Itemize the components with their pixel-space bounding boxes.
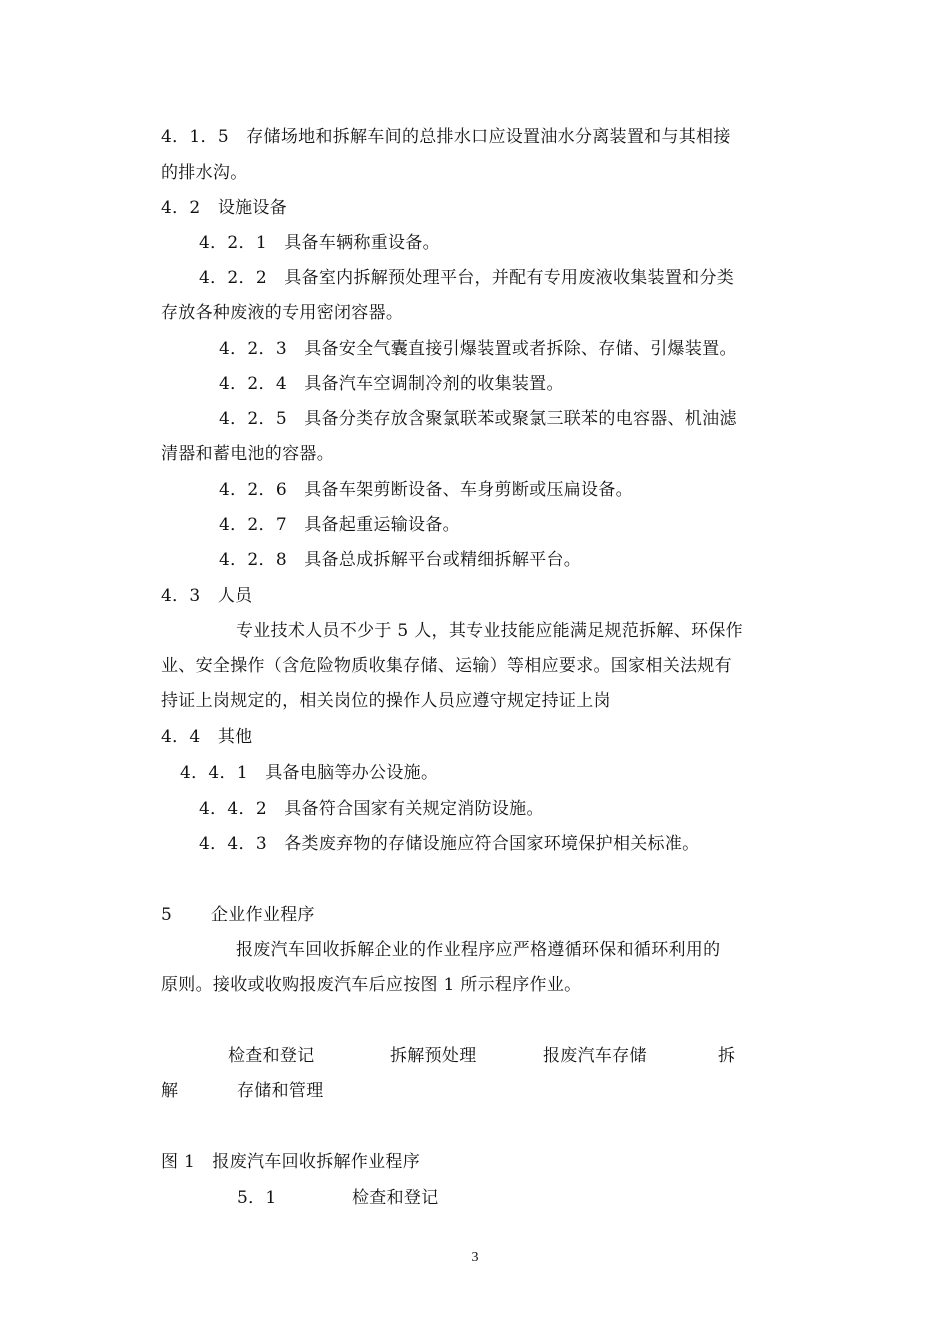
section-heading: 4．4 其他: [161, 727, 253, 747]
paragraph-line: 4．2．4 具备汽车空调制冷剂的收集装置。: [219, 374, 564, 394]
flow-step: 检查和登记: [228, 1046, 315, 1066]
flow-step: 存储和管理: [237, 1081, 324, 1101]
section-heading: 4．3 人员: [161, 586, 253, 606]
paragraph-line: 清器和蓄电池的容器。: [161, 444, 334, 464]
paragraph-line: 持证上岗规定的，相关岗位的操作人员应遵守规定持证上岗: [161, 691, 611, 711]
paragraph-line: 4．4．3 各类废弃物的存储设施应符合国家环境保护相关标准。: [199, 834, 700, 854]
chapter-title: 企业作业程序: [211, 905, 315, 925]
chapter-number: 5: [161, 905, 173, 925]
paragraph-line: 业、安全操作（含危险物质收集存储、运输）等相应要求。国家相关法规有: [161, 656, 732, 676]
paragraph-line: 4．2．8 具备总成拆解平台或精细拆解平台。: [219, 550, 582, 570]
paragraph-line: 4．2．5 具备分类存放含聚氯联苯或聚氯三联苯的电容器、机油滤: [219, 409, 737, 429]
flow-step: 解: [161, 1081, 179, 1101]
paragraph-line: 专业技术人员不少于 5 人，其专业技能应能满足规范拆解、环保作: [236, 621, 743, 641]
paragraph-line: 4．2．3 具备安全气囊直接引爆装置或者拆除、存储、引爆装置。: [219, 339, 737, 359]
paragraph-line: 4．2．6 具备车架剪断设备、车身剪断或压扁设备。: [219, 480, 633, 500]
paragraph-line: 4．1．5 存储场地和拆解车间的总排水口应设置油水分离装置和与其相接: [161, 127, 731, 147]
paragraph-line: 存放各种废液的专用密闭容器。: [161, 303, 404, 323]
figure-caption: 图 1 报废汽车回收拆解作业程序: [161, 1152, 421, 1172]
paragraph-line: 报废汽车回收拆解企业的作业程序应严格遵循环保和循环利用的: [236, 940, 721, 960]
flow-step: 拆解预处理: [390, 1046, 477, 1066]
section-number: 5．1: [237, 1188, 277, 1208]
paragraph-line: 4．2．1 具备车辆称重设备。: [199, 233, 440, 253]
paragraph-line: 4．4．1 具备电脑等办公设施。: [180, 763, 439, 783]
section-heading: 4．2 设施设备: [161, 198, 288, 218]
paragraph-line: 4．2．7 具备起重运输设备。: [219, 515, 460, 535]
flow-step: 报废汽车存储: [543, 1046, 647, 1066]
paragraph-line: 4．4．2 具备符合国家有关规定消防设施。: [199, 799, 544, 819]
paragraph-line: 4．2．2 具备室内拆解预处理平台，并配有专用废液收集装置和分类: [199, 268, 735, 288]
page-number: 3: [471, 1250, 479, 1265]
paragraph-line: 的排水沟。: [161, 163, 248, 183]
section-title: 检查和登记: [352, 1188, 439, 1208]
paragraph-line: 原则。接收或收购报废汽车后应按图 1 所示程序作业。: [161, 975, 582, 995]
flow-step: 拆: [718, 1046, 736, 1066]
